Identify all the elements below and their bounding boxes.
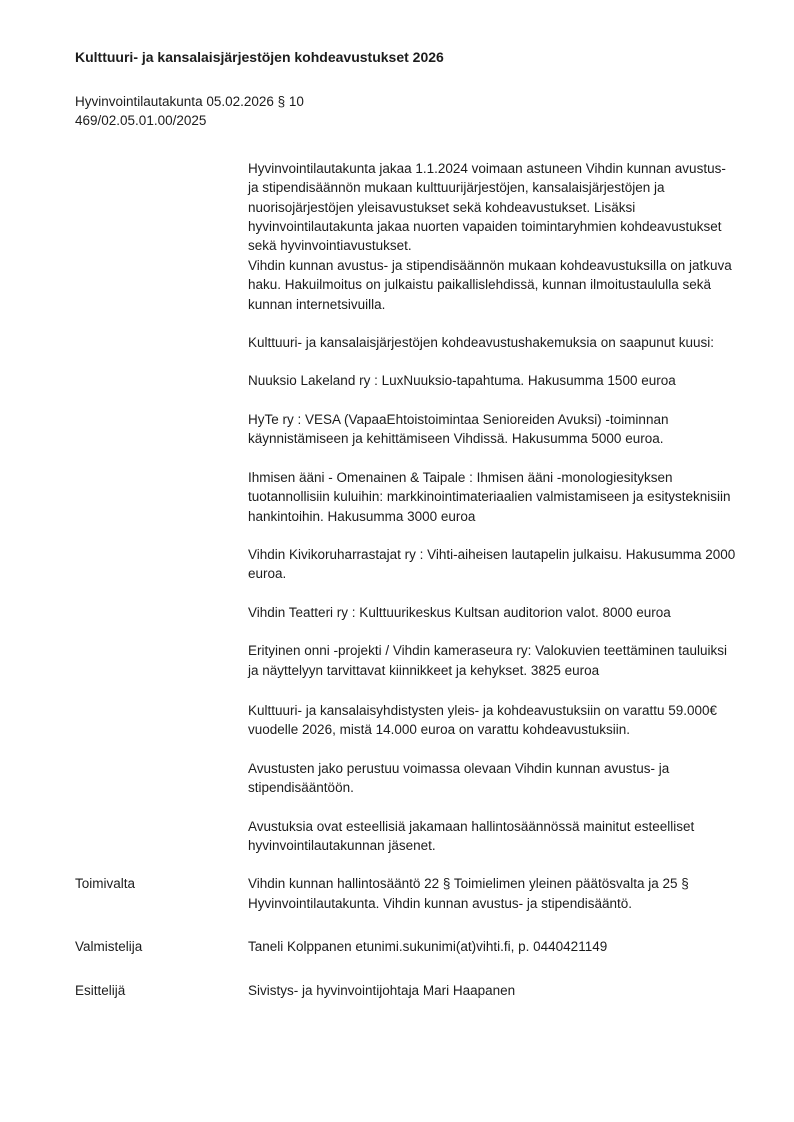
- paragraph-disqualification: Avustuksia ovat esteellisiä jakamaan hallintosäännössä mainitut esteelliset hyvinvointilautakunnan jäsenet.: [248, 818, 695, 853]
- toimivalta-text: Vihdin kunnan hallintosääntö 22 § Toimielimen yleinen päätösvalta ja 25 § Hyvinvointilautakunta. Vihdin kunnan avustus- ja stipendisääntö.: [248, 876, 689, 911]
- paragraph-applicant-vihdin-teatteri: Vihdin Teatteri ry : Kulttuurikeskus Kultsan auditorion valot. 8000 euroa: [248, 604, 671, 620]
- paragraph-applicant-kivikoruharrastajat: Vihdin Kivikoruharrastajat ry : Vihti-aiheisen lautapelin julkaisu. Hakusumma 2000 euroa.: [248, 546, 736, 582]
- paragraph-application-info: Vihdin kunnan avustus- ja stipendisäännön mukaan kohdeavustuksilla on jatkuva haku. Hakuilmoitus on julkaistu paikallislehdissä, kunnan ilmoitustaululla sekä kunnan internetsivuilla.: [248, 257, 732, 312]
- toimivalta-row: [75, 874, 737, 913]
- paragraph-budget: Kulttuuri- ja kansalaisyhdistysten yleis- ja kohdeavustuksiin on varattu 59.000€ vuodelle 2026, mistä 14.000 euroa on varattu kohdeavustuksiin.: [248, 702, 718, 738]
- paragraph-applicant-nuuksio-lakeland: Nuuksio Lakeland ry : LuxNuuksio-tapahtuma. Hakusumma 1500 euroa: [248, 373, 676, 389]
- document-footer: [75, 874, 737, 1000]
- toimivalta-label: Toimivalta: [75, 876, 136, 892]
- paragraph-applicant-kameraseura: Erityinen onni -projekti / Vihdin kameraseura ry: Valokuvien teettäminen tauluiksi ja näyttelyyn tarvittavat kiinnikkeet ja kehykset. 3825 euroa: [248, 643, 727, 678]
- esittelija-text: Sivistys- ja hyvinvointijohtaja Mari Haapanen: [248, 982, 516, 998]
- paragraph-intro: Hyvinvointilautakunta jakaa 1.1.2024 voimaan astuneen Vihdin kunnan avustus- ja stipendisäännön mukaan kulttuurijärjestöjen, kansalaisjärjestöjen ja nuorisojärjestöjen yleisavustukset sekä kohdeavustukset. Lisäksi hyvinvointilautakunta jakaa nuorten vapaiden toimintaryhmien kohdeavustukset sekä hyvinvointiavustukset.: [248, 160, 726, 254]
- paragraph-grant-basis: Avustusten jako perustuu voimassa olevaan Vihdin kunnan avustus- ja stipendisääntöön.: [248, 760, 670, 796]
- document-body: [248, 159, 737, 856]
- valmistelija-text: Taneli Kolppanen etunimi.sukunimi(at)vihti.fi, p. 0440421149: [248, 939, 608, 955]
- committee-date-line: Hyvinvointilautakunta 05.02.2026 § 10: [75, 94, 304, 109]
- document-title: Kulttuuri- ja kansalaisjärjestöjen kohdeavustukset 2026: [75, 49, 444, 65]
- paragraph-applications-received: Kulttuuri- ja kansalaisjärjestöjen kohdeavustushakemuksia on saapunut kuusi:: [248, 335, 715, 351]
- case-number: 469/02.05.01.00/2025: [75, 113, 207, 129]
- valmistelija-row: [75, 937, 737, 956]
- paragraph-applicant-hyte: HyTe ry : VESA (VapaaEhtoistoimintaa Senioreiden Avuksi) -toiminnan käynnistämiseen ja kehittämiseen Vihdissä. Hakusumma 5000 euroa.: [248, 411, 669, 447]
- esittelija-label: Esittelijä: [75, 982, 126, 998]
- valmistelija-label: Valmistelija: [75, 939, 143, 955]
- document-meta: [75, 92, 737, 131]
- esittelija-row: [75, 981, 737, 1000]
- paragraph-applicant-ihmisen-aani: Ihmisen ääni - Omenainen & Taipale : Ihmisen ääni -monologiesityksen tuotannollisiin kuluihin: markkinointimateriaalien valmistamiseen ja esitysteknisiin hankintoihin. Hakusumma 3000 euroa: [248, 469, 731, 524]
